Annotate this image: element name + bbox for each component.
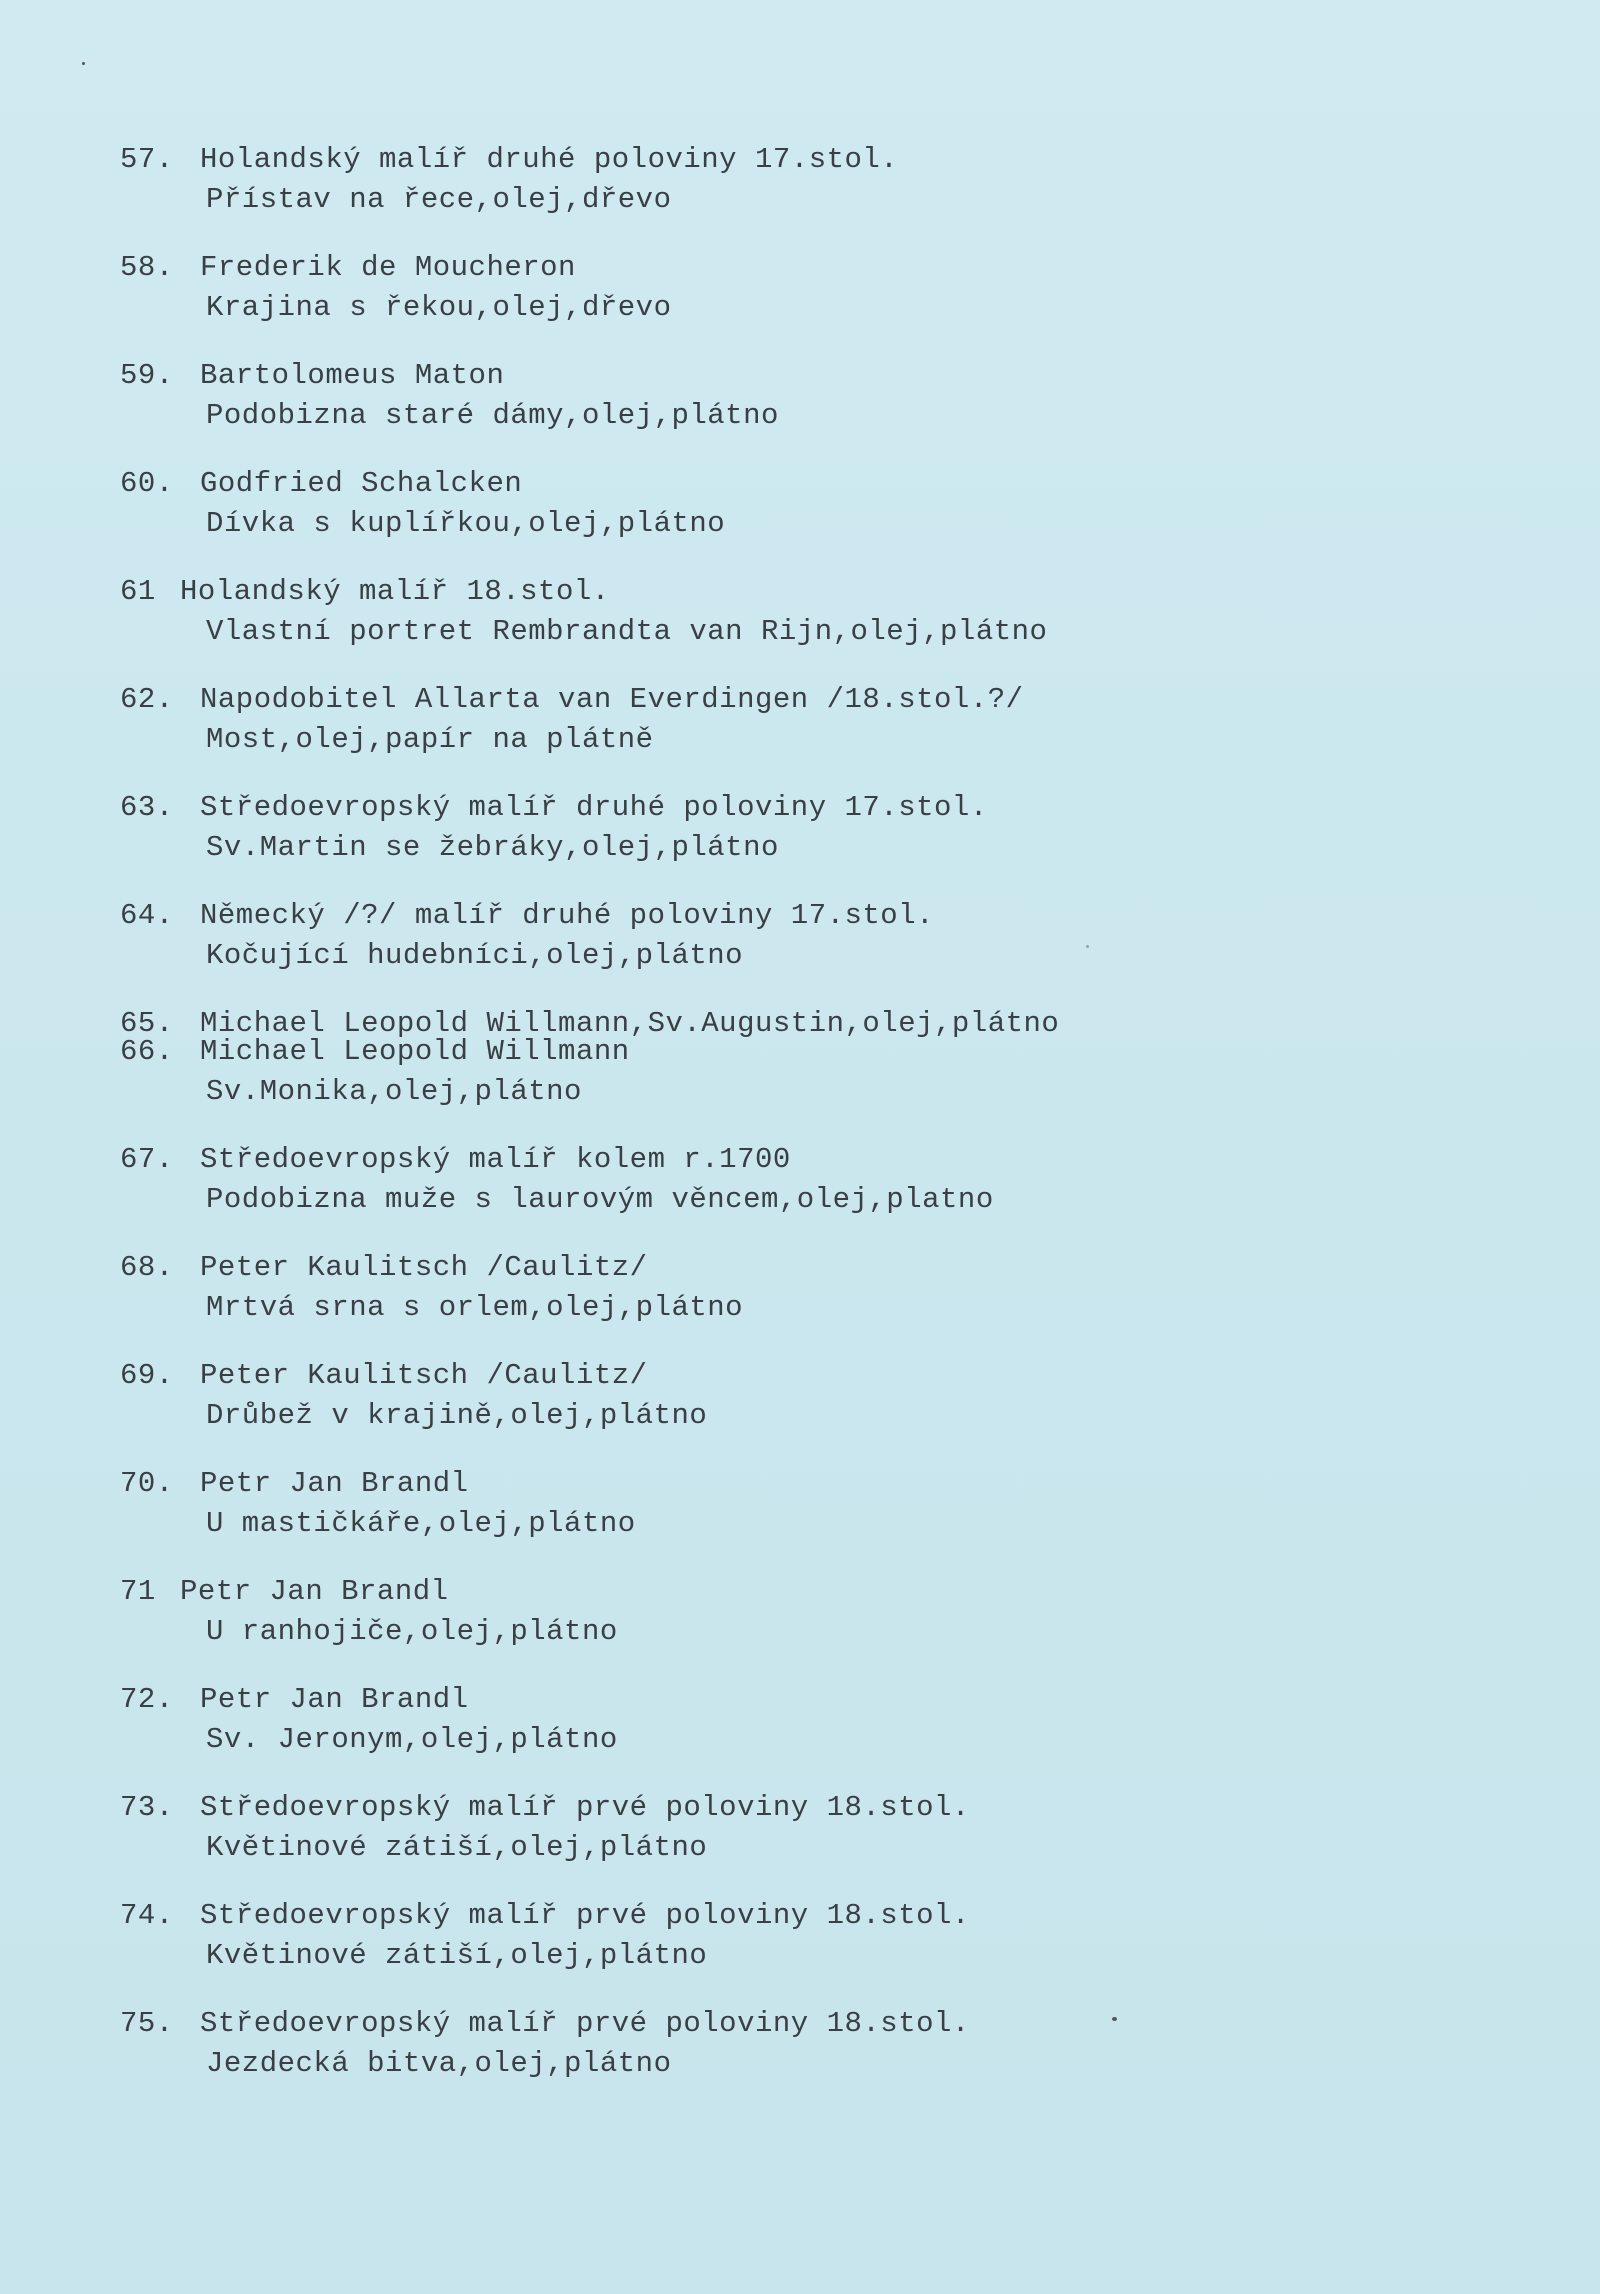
catalog-entry-66 [120, 1032, 1520, 1112]
entry-number: 68. [120, 1251, 174, 1284]
entry-work: Vlastní portret Rembrandta van Rijn,olej,plátno [206, 615, 1048, 648]
entry-work: Most,olej,papír na plátně [206, 723, 654, 756]
entry-artist: Středoevropský malíř prvé poloviny 18.stol. [200, 2007, 970, 2040]
entry-number: 60. [120, 467, 174, 500]
catalog-entry-62 [120, 680, 1520, 760]
catalog-entry-60 [120, 464, 1520, 544]
entry-work: Květinové zátiší,olej,plátno [206, 1831, 708, 1864]
entry-work: Mrtvá srna s orlem,olej,plátno [206, 1291, 744, 1324]
entry-work: Jezdecká bitva,olej,plátno [206, 2047, 672, 2080]
entry-artist: Středoevropský malíř kolem r.1700 [200, 1143, 791, 1176]
entry-artist: Středoevropský malíř druhé poloviny 17.stol. [200, 791, 988, 824]
entry-number: 70. [120, 1467, 174, 1500]
catalog-entry-61 [120, 572, 1520, 652]
catalog-list [120, 140, 1520, 2080]
entry-artist: Holandský malíř 18.stol. [180, 575, 610, 608]
entry-number: 57. [120, 143, 174, 176]
catalog-entry-57 [120, 140, 1520, 220]
entry-artist: Michael Leopold Willmann,Sv.Augustin,olej,plátno [200, 1007, 1060, 1040]
entry-artist: Petr Jan Brandl [200, 1467, 469, 1500]
catalog-entry-74 [120, 1896, 1520, 1976]
entry-work: Sv.Martin se žebráky,olej,plátno [206, 831, 779, 864]
entry-number: 63. [120, 791, 174, 824]
entry-number: 62. [120, 683, 174, 716]
entry-number: 69. [120, 1359, 174, 1392]
entry-number: 75. [120, 2007, 174, 2040]
entry-artist: Frederik de Moucheron [200, 251, 576, 284]
entry-number: 65. [120, 1007, 174, 1040]
entry-work: U mastičkáře,olej,plátno [206, 1507, 636, 1540]
entry-artist: Petr Jan Brandl [200, 1683, 469, 1716]
entry-artist: Godfried Schalcken [200, 467, 523, 500]
entry-artist: Bartolomeus Maton [200, 359, 505, 392]
entry-number: 59. [120, 359, 174, 392]
catalog-entry-68 [120, 1248, 1520, 1328]
entry-work: Sv. Jeronym,olej,plátno [206, 1723, 618, 1756]
entry-work: Drůbež v krajině,olej,plátno [206, 1399, 708, 1432]
ink-speck [1112, 2017, 1117, 2021]
catalog-entry-70 [120, 1464, 1520, 1544]
catalog-entry-71 [120, 1572, 1520, 1652]
entry-artist: Německý /?/ malíř druhé poloviny 17.stol. [200, 899, 935, 932]
catalog-entry-69 [120, 1356, 1520, 1436]
ink-speck [1086, 945, 1089, 948]
entry-work: U ranhojiče,olej,plátno [206, 1615, 618, 1648]
entry-number: 74. [120, 1899, 174, 1932]
entry-number: 73. [120, 1791, 174, 1824]
entry-artist: Peter Kaulitsch /Caulitz/ [200, 1359, 648, 1392]
entry-work: Přístav na řece,olej,dřevo [206, 183, 672, 216]
entry-number: 58. [120, 251, 174, 284]
catalog-entry-63 [120, 788, 1520, 868]
entry-artist: Michael Leopold Willmann [200, 1035, 630, 1068]
catalog-entry-59 [120, 356, 1520, 436]
entry-artist: Peter Kaulitsch /Caulitz/ [200, 1251, 648, 1284]
catalog-entry-58 [120, 248, 1520, 328]
entry-work: Květinové zátiší,olej,plátno [206, 1939, 708, 1972]
catalog-entry-75 [120, 2004, 1520, 2084]
entry-work: Dívka s kuplířkou,olej,plátno [206, 507, 726, 540]
entry-artist: Petr Jan Brandl [180, 1575, 449, 1608]
catalog-entry-72 [120, 1680, 1520, 1760]
entry-artist: Středoevropský malíř prvé poloviny 18.stol. [200, 1791, 970, 1824]
catalog-entry-64 [120, 896, 1520, 976]
entry-number: 71 [120, 1575, 156, 1608]
entry-work: Krajina s řekou,olej,dřevo [206, 291, 672, 324]
catalog-entry-67 [120, 1140, 1520, 1220]
catalog-entry-73 [120, 1788, 1520, 1868]
entry-work: Sv.Monika,olej,plátno [206, 1075, 582, 1108]
entry-number: 66. [120, 1035, 174, 1068]
entry-number: 67. [120, 1143, 174, 1176]
ink-speck [82, 62, 85, 65]
entry-number: 72. [120, 1683, 174, 1716]
entry-artist: Holandský malíř druhé poloviny 17.stol. [200, 143, 899, 176]
entry-work: Kočující hudebníci,olej,plátno [206, 939, 744, 972]
entry-artist: Napodobitel Allarta van Everdingen /18.stol.?/ [200, 683, 1024, 716]
entry-number: 64. [120, 899, 174, 932]
entry-number: 61 [120, 575, 156, 608]
entry-artist: Středoevropský malíř prvé poloviny 18.stol. [200, 1899, 970, 1932]
entry-work: Podobizna muže s laurovým věncem,olej,platno [206, 1183, 994, 1216]
entry-work: Podobizna staré dámy,olej,plátno [206, 399, 779, 432]
